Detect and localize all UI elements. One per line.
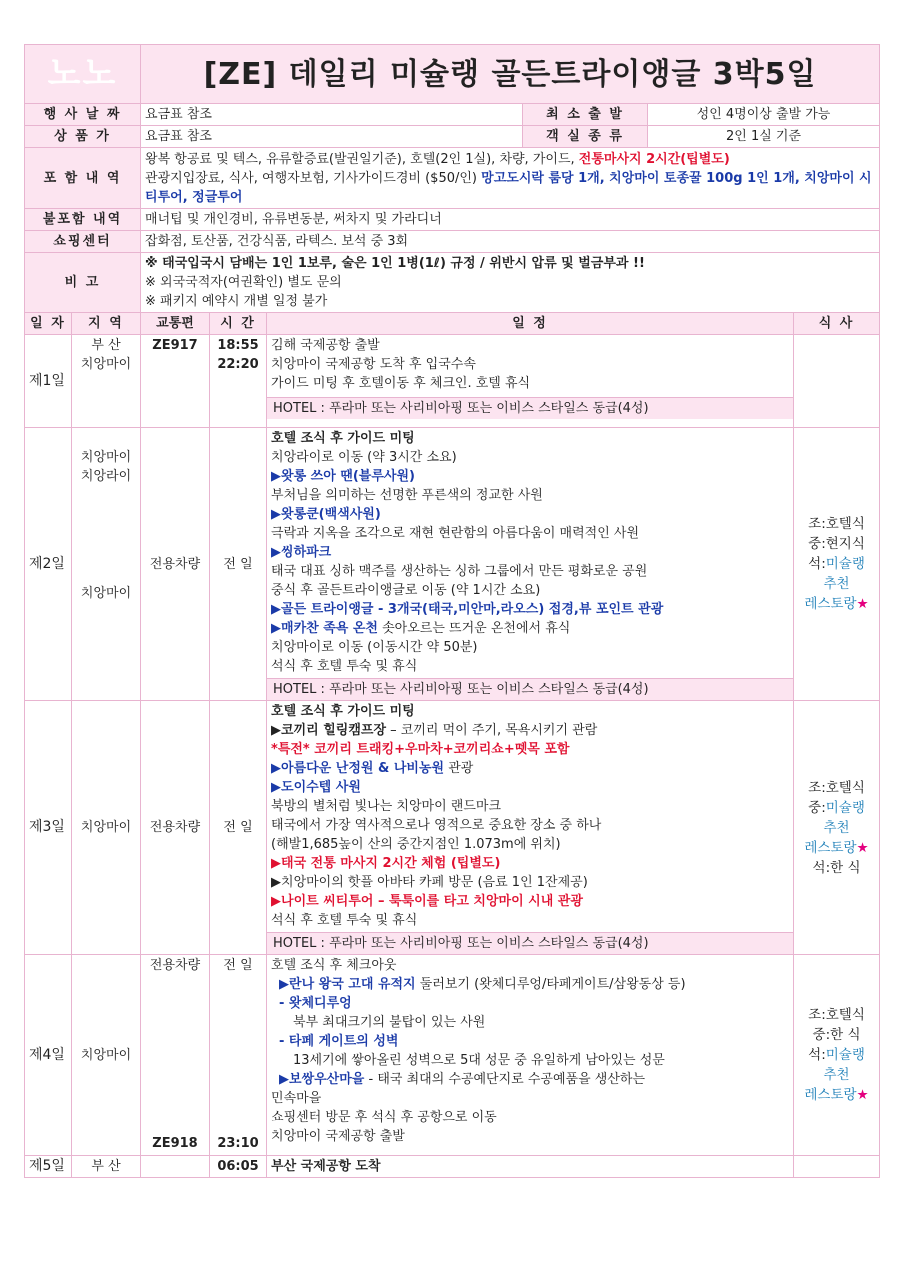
hotel-info: HOTEL : 푸라마 또는 사리비아핑 또는 이비스 스타일스 동급(4성) [267, 932, 793, 954]
col-schedule: 일 정 [267, 313, 794, 335]
day-row [25, 701, 880, 955]
day-schedule: 호텔 조식 후 가이드 미팅 치앙라이로 이동 (약 3시간 소요) ▶왓롱 쓰아 땐(블루사원) 부처님을 의미하는 선명한 푸른색의 정교한 사원 ▶왓롱쿤(백색사원) 극락과 지옥을 조각으로 재현 현란함의 아름다움이 매력적인 사원 ▶씽하파크 태국 대표 싱하 맥주를 생산하는 싱하 그룹에서 만든 평화로운 공원 중식 후 골든트라이앵글로 이동 (약 1시간 소요) ▶골든 트라이앵글 - 3개국(태국,미안마,라오스) 접경,뷰 포인트 관광 ▶매카찬 족욕 온천 솟아오르는 뜨거운 온천에서 휴식 치앙마이로 이동 (이동시간 약 50분) 석식 후 호텔 투숙 및 휴식 HOTEL : 푸라마 또는 사리비아핑 또는 이비스 스타일스 동급(4성) [267, 428, 794, 701]
day-label: 제2일 [25, 428, 72, 701]
flight-number: ZE917 [141, 335, 210, 428]
col-region: 지 역 [72, 313, 141, 335]
itinerary-sheet [24, 44, 879, 1178]
day-schedule: 부산 국제공항 도착 [267, 1156, 794, 1178]
day-label: 제1일 [25, 335, 72, 428]
day-row [25, 1156, 880, 1178]
star-icon: ★ [856, 1087, 869, 1103]
column-header-row [25, 313, 880, 335]
day-times: 18:55 22:20 [210, 335, 267, 428]
day-region: 부 산 치앙마이 [72, 335, 141, 428]
excluded-label: 불포함 내역 [25, 209, 141, 231]
day-schedule: 호텔 조식 후 체크아웃 ▶란나 왕국 고대 유적지 둘러보기 (왓체디루엉/타페게이트/삼왕동상 등) - 왓체디루엉 북부 최대크기의 불탑이 있는 사원 - 타페 게이트의 성벽 13세기에 쌓아올린 성벽으로 5대 성문 중 유일하게 남아있는 성문 ▶보쌍우산마을 - 태국 최대의 수공예단지로 수공예품을 생산하는 민속마을 쇼핑센터 방문 후 석식 후 공항으로 이동 치앙마이 국제공항 출발 [267, 955, 794, 1156]
transport [141, 1156, 210, 1178]
day-schedule: 호텔 조식 후 가이드 미팅 ▶코끼리 힐링캠프장 – 코끼리 먹이 주기, 목욕시키기 관람 *특전* 코끼리 트래킹+우마차+코끼리쇼+뗏목 포함 ▶아름다운 난정원 & 나비농원 관광 ▶도이수텝 사원 북방의 별처럼 빛나는 치앙마이 랜드마크 태국에서 가장 역사적으로나 영적으로 중요한 장소 중 하나 (해발1,685높이 산의 중간지점인 1.073m에 위치) ▶태국 전통 마사지 2시간 체험 (팁별도) ▶치앙마이의 핫플 아바타 카페 방문 (음료 1인 1잔제공) ▶나이트 씨티투어 – 툭툭이를 타고 치앙마이 시내 관광 석식 후 호텔 투숙 및 휴식 HOTEL : 푸라마 또는 사리비아핑 또는 이비스 스타일스 동급(4성) [267, 701, 794, 955]
transport: 전용차량 [141, 701, 210, 955]
col-transport: 교통편 [141, 313, 210, 335]
transport: 전용차량 ZE918 [141, 955, 210, 1156]
flight-number: ZE918 [152, 1136, 198, 1151]
notes-label: 비 고 [25, 253, 141, 313]
price-value: 요금표 참조 [141, 126, 523, 148]
transport: 전용차량 [141, 428, 210, 701]
day-region: 치앙마이 [72, 955, 141, 1156]
itinerary-table [24, 44, 880, 1178]
day-label: 제4일 [25, 955, 72, 1156]
included-label: 포 함 내 역 [25, 148, 141, 209]
day-label: 제5일 [25, 1156, 72, 1178]
min-departure-value: 성인 4명이상 출발 가능 [648, 104, 880, 126]
day-meal: 조:호텔식 중:한 식 석:미슐랭 추천 레스토랑★ [794, 955, 880, 1156]
page-title: [ZE] 데일리 미슐랭 골든트라이앵글 3박5일 [141, 45, 880, 104]
brand-logo: 노노 [25, 45, 141, 104]
hotel-info: HOTEL : 푸라마 또는 사리비아핑 또는 이비스 스타일스 동급(4성) [267, 397, 793, 419]
day-time: 전 일 [210, 428, 267, 701]
day-region: 부 산 [72, 1156, 141, 1178]
day-time: 전 일 [210, 701, 267, 955]
included-value: 왕복 항공료 및 텍스, 유류할증료(발권일기준), 호텔(2인 1실), 차량, 가이드, 전통마사지 2시간(팁별도) 관광지입장료, 식사, 여행자보험, 기사가이드경비 ($50/인) 망고도시락 룸당 1개, 치앙마이 토종꿀 100g 1인 1개, 치앙마이 시티투어, 정글투어 [141, 148, 880, 209]
star-icon: ★ [856, 839, 869, 856]
star-icon: ★ [856, 596, 869, 612]
travel-dates-value: 요금표 참조 [141, 104, 523, 126]
price-label: 상 품 가 [25, 126, 141, 148]
day-region: 치앙마이 [72, 701, 141, 955]
day-schedule: 김해 국제공항 출발 치앙마이 국제공항 도착 후 입국수속 가이드 미팅 후 호텔이동 후 체크인. 호텔 휴식 HOTEL : 푸라마 또는 사리비아핑 또는 이비스 스타일스 동급(4성) [267, 335, 794, 428]
col-time: 시 간 [210, 313, 267, 335]
hotel-info: HOTEL : 푸라마 또는 사리비아핑 또는 이비스 스타일스 동급(4성) [267, 678, 793, 700]
day-row [25, 335, 880, 428]
min-departure-label: 최 소 출 발 [523, 104, 648, 126]
travel-dates-label: 행 사 날 짜 [25, 104, 141, 126]
day-meal: 조:호텔식 중:미슐랭 추천 레스토랑★ 석:한 식 [794, 701, 880, 955]
notes-value: ※ 태국입국시 담배는 1인 1보루, 술은 1인 1병(1ℓ) 규정 / 위반시 압류 및 벌금부과 !! ※ 외국국적자(여권확인) 별도 문의 ※ 패키지 예약시 개별 일정 불가 [141, 253, 880, 313]
day-label: 제3일 [25, 701, 72, 955]
day-time: 전 일 23:10 [210, 955, 267, 1156]
shopping-label: 쇼핑센터 [25, 231, 141, 253]
day-region: 치앙마이 치앙라이 치앙마이 [72, 428, 141, 701]
col-meal: 식 사 [794, 313, 880, 335]
excluded-value: 매너팁 및 개인경비, 유류변동분, 써차지 및 가라디너 [141, 209, 880, 231]
day-row [25, 955, 880, 1156]
room-type-value: 2인 1실 기준 [648, 126, 880, 148]
day-meal: 조:호텔식 중:현지식 석:미슐랭 추천 레스토랑★ [794, 428, 880, 701]
day-meal [794, 335, 880, 428]
day-meal [794, 1156, 880, 1178]
col-day: 일 자 [25, 313, 72, 335]
day-time: 06:05 [210, 1156, 267, 1178]
room-type-label: 객 실 종 류 [523, 126, 648, 148]
day-row [25, 428, 880, 701]
shopping-value: 잡화점, 토산품, 건강식품, 라텍스. 보석 중 3회 [141, 231, 880, 253]
